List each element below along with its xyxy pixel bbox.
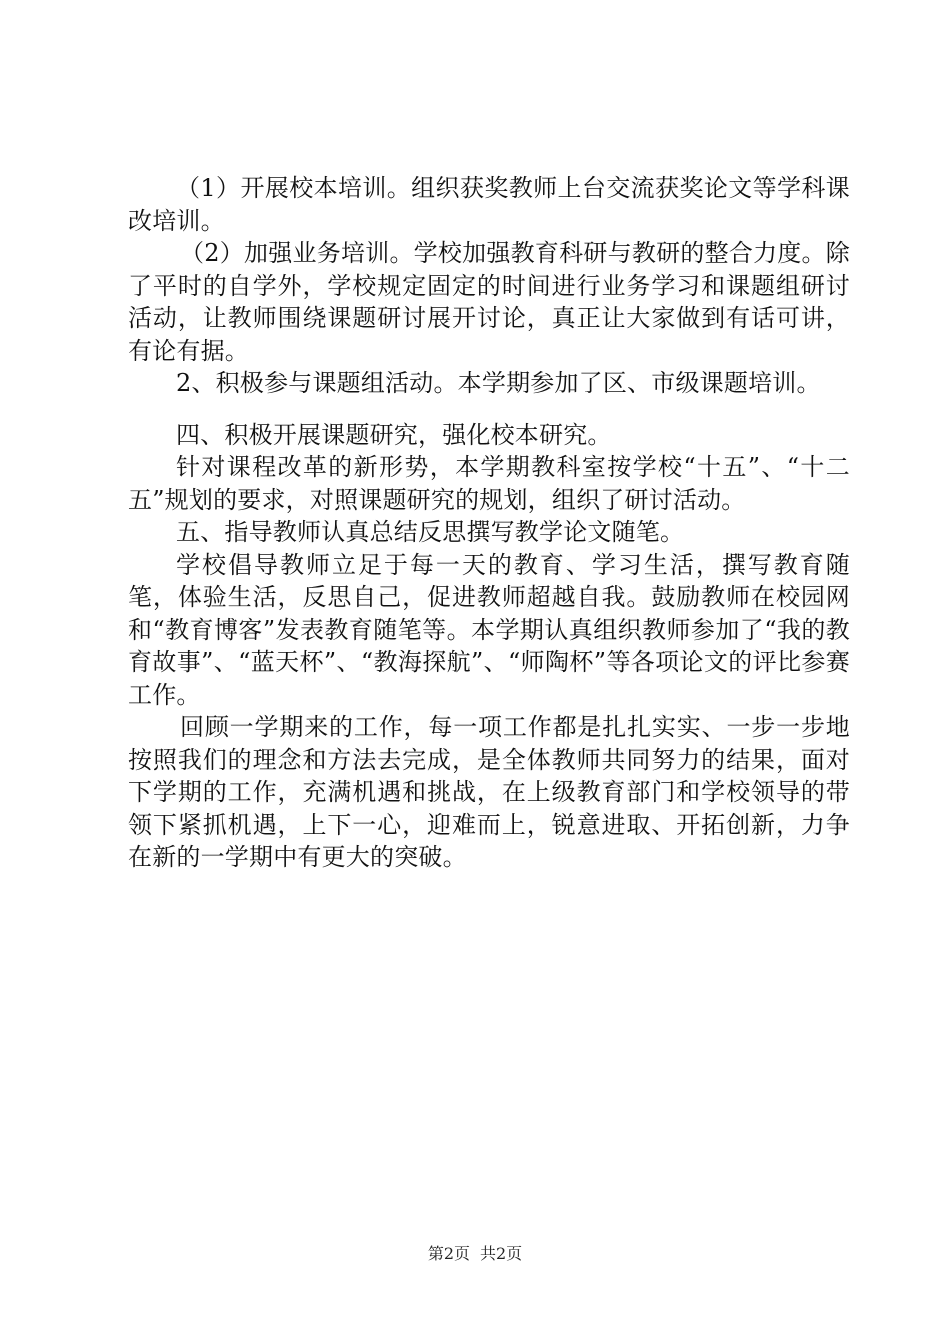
document-body — [128, 172, 850, 874]
section-heading-five: 五、指导教师认真总结反思撰写教学论文随笔。 — [176, 518, 685, 546]
paragraph-teacher-essays: 学校倡导教师立足于每一天的教育、学习生活，撰写教育随笔，体验生活，反思自己，促进教师超越自我。鼓励教师在校园网和“教育博客”发表教育随笔等。本学期认真组织教师参加了“我的教育故事”、“蓝天杯”、“教海探航”、“师陶杯”等各项论文的评比参赛工作。 — [128, 550, 850, 709]
page-number: 第2页 — [427, 1244, 470, 1263]
page-footer — [0, 1243, 950, 1265]
paragraph-research-group: 2、积极参与课题组活动。本学期参加了区、市级课题培训。 — [176, 369, 821, 397]
paragraph-school-training: （1）开展校本培训。组织获奖教师上台交流获奖论文等学科课改培训。 — [128, 174, 850, 235]
paragraph-curriculum-reform: 针对课程改革的新形势，本学期教科室按学校“十五”、“十二五”规划的要求，对照课题研究的规划，组织了研讨活动。 — [128, 453, 850, 514]
page-total: 共2页 — [480, 1244, 523, 1263]
section-heading-four: 四、积极开展课题研究，强化校本研究。 — [176, 420, 612, 449]
paragraph-business-training: （2）加强业务培训。学校加强教育科研与教研的整合力度。除了平时的自学外，学校规定固定的时间进行业务学习和课题组研讨活动，让教师围绕课题研讨展开讨论，真正让大家做到有话可讲，有论有据。 — [128, 239, 850, 365]
paragraph-review-summary: 回顾一学期来的工作，每一项工作都是扎扎实实、一步一步地按照我们的理念和方法去完成，是全体教师共同努力的结果，面对下学期的工作，充满机遇和挑战，在上级教育部门和学校领导的带领下紧抓机遇，上下一心，迎难而上，锐意进取、开拓创新，力争在新的一学期中有更大的突破。 — [128, 713, 850, 871]
